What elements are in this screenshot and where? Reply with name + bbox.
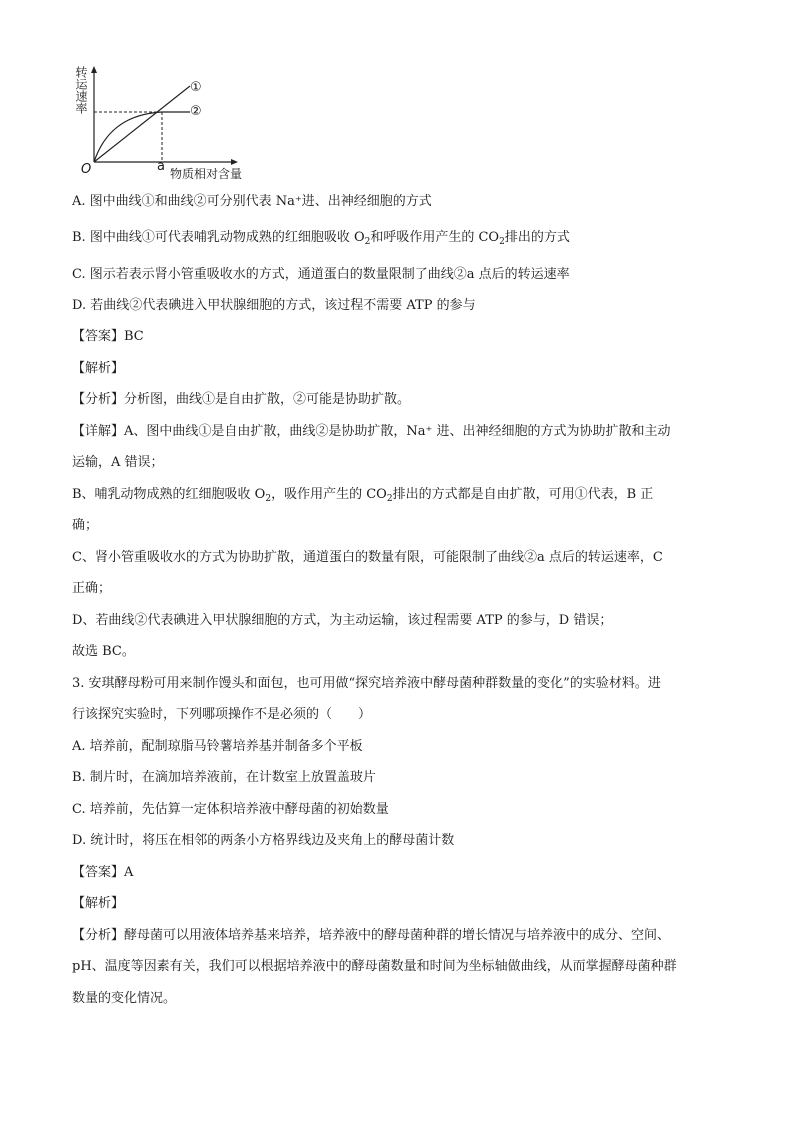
analysis-2b: pH、温度等因素有关，我们可以根据培养液中的酵母菌数量和时间为坐标轴做曲线，从而掌握酵母菌种群 xyxy=(72,959,677,974)
detail-3a: C、肾小管重吸收水的方式为协助扩散，通道蛋白的数量有限，可能限制了曲线②a 点后的转运速率，C xyxy=(72,550,663,565)
detail-2a-text-1: B、哺乳动物成熟的红细胞吸收 O xyxy=(72,487,266,502)
option-a: A. 图中曲线①和曲线②可分别代表 Na⁺进、出神经细胞的方式 xyxy=(72,194,432,209)
x-axis-label: 物质相对含量 xyxy=(170,167,243,181)
option-b-text-3: 排出的方式 xyxy=(504,230,570,245)
curve-2-label: ② xyxy=(190,104,202,119)
y-axis-label: 转运速率 xyxy=(74,66,88,114)
answer-1: 【答案】BC xyxy=(72,329,144,344)
o2-subscript: 2 xyxy=(364,237,371,247)
y-axis-arrow xyxy=(91,66,97,73)
analysis-heading-2: 【解析】 xyxy=(72,896,125,911)
option-c: C. 图示若表示肾小管重吸收水的方式，通道蛋白的数量限制了曲线②a 点后的转运速率 xyxy=(72,267,570,282)
analysis-1: 【分析】分析图，曲线①是自由扩散，②可能是协助扩散。 xyxy=(72,392,411,407)
co2-subscript-2: 2 xyxy=(386,494,393,504)
x-axis-arrow xyxy=(231,159,238,165)
detail-4: D、若曲线②代表碘进入甲状腺细胞的方式，为主动运输，该过程需要 ATP 的参与，D 错误； xyxy=(72,613,613,628)
detail-2a-text-2: ，吸作用产生的 CO xyxy=(271,487,387,502)
detail-3b: 正确； xyxy=(72,581,112,596)
answer-2: 【答案】A xyxy=(72,865,134,880)
co2-subscript: 2 xyxy=(499,237,505,247)
q3-option-d: D. 统计时，将压在相邻的两条小方格界线边及夹角上的酵母菌计数 xyxy=(72,833,455,848)
analysis-2a: 【分析】酵母菌可以用液体培养基来培养，培养液中的酵母菌种群的增长情况与培养液中的成分、空间、 xyxy=(72,928,671,943)
detail-1a: 【详解】A、图中曲线①是自由扩散，曲线②是协助扩散，Na⁺ 进、出神经细胞的方式为协助扩散和主动 xyxy=(72,424,671,439)
analysis-2c: 数量的变化情况。 xyxy=(72,991,177,1006)
curve-2 xyxy=(94,112,190,162)
q3-option-b: B. 制片时，在滴加培养液前，在计数室上放置盖玻片 xyxy=(72,770,376,785)
option-b-text-2: 和呼吸作用产生的 CO xyxy=(370,230,500,245)
option-d: D. 若曲线②代表碘进入甲状腺细胞的方式，该过程不需要 ATP 的参与 xyxy=(72,298,476,313)
o2-subscript-2: 2 xyxy=(265,494,272,504)
curve-1 xyxy=(94,86,190,162)
detail-2b: 确； xyxy=(72,518,99,533)
q3-option-a: A. 培养前，配制琼脂马铃薯培养基并制备多个平板 xyxy=(72,739,363,754)
detail-2a-text-3: 排出的方式都是自由扩散，可用①代表，B 正 xyxy=(392,487,654,502)
option-b xyxy=(72,229,570,251)
question-3-line-2: 行该探究实验时，下列哪项操作不是必须的（ ） xyxy=(72,707,372,722)
conclusion: 故选 BC。 xyxy=(72,644,135,659)
detail-2a xyxy=(72,486,653,508)
detail-1b: 运输，A 错误； xyxy=(72,455,164,470)
question-3-line-1: 3. 安琪酵母粉可用来制作馒头和面包，也可用做“探究培养液中酵母菌种群数量的变化”的实验材料。进 xyxy=(72,676,661,691)
q3-option-c: C. 培养前，先估算一定体积培养液中酵母菌的初始数量 xyxy=(72,802,389,817)
curve-1-label: ① xyxy=(190,80,202,95)
transport-rate-figure xyxy=(70,62,290,187)
analysis-heading-1: 【解析】 xyxy=(72,361,125,376)
point-a-label: a xyxy=(157,159,165,174)
origin-label: O xyxy=(81,162,92,177)
option-b-text-1: B. 图中曲线①可代表哺乳动物成熟的红细胞吸收 O xyxy=(72,230,365,245)
